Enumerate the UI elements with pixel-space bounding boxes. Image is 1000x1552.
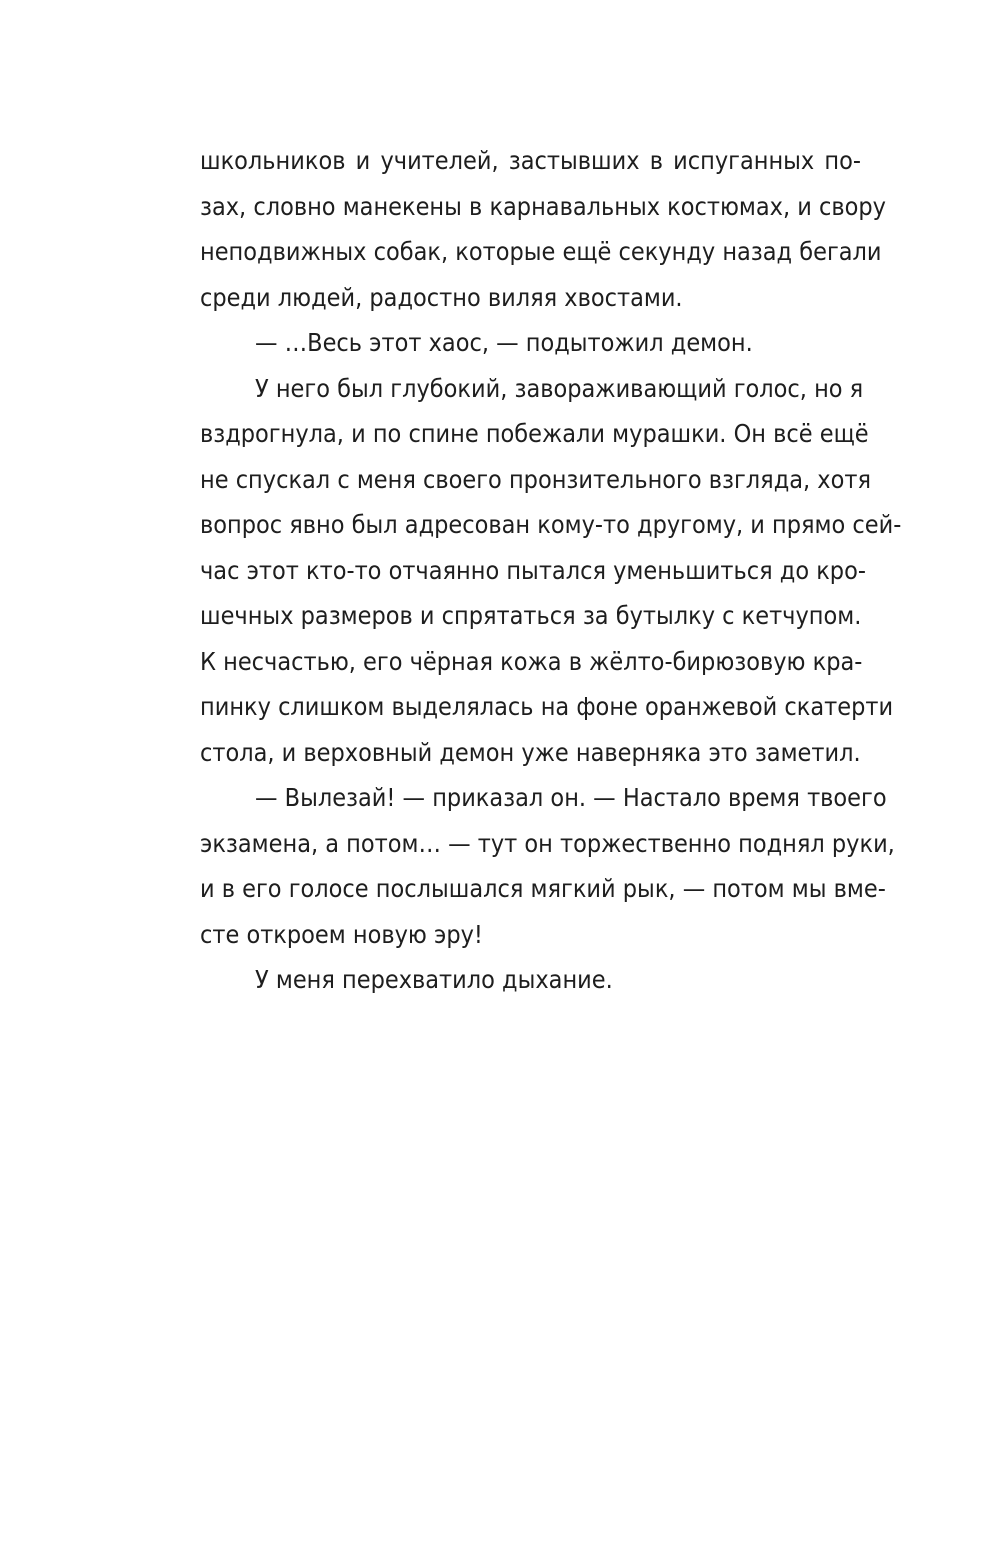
text-line: зах, словно манекены в карнавальных костюмах, и свору [200, 191, 886, 221]
text-line: школьников и учителей, застывших в испуганных по- [200, 146, 861, 175]
text-line: — Вылезай! — приказал он. — Настало время твоего [255, 783, 887, 812]
text-line: не спускал с меня своего пронзительного взгляда, хотя [200, 464, 871, 494]
text-line: вздрогнула, и по спине побежали мурашки. Он всё ещё [200, 419, 869, 448]
text-line: среди людей, радостно виляя хвостами. [200, 282, 683, 312]
text-line: — …Весь этот хаос, — подытожил демон. [255, 328, 753, 357]
text-line: К несчастью, его чёрная кожа в жёлто-бирюзовую кра- [200, 646, 863, 676]
text-line: вопрос явно был адресован кому-то другому, и прямо сей- [200, 510, 902, 539]
text-line: пинку слишком выделялась на фоне оранжевой скатерти [200, 692, 894, 721]
text-line: шечных размеров и спрятаться за бутылку с кетчупом. [200, 601, 862, 630]
text-line: и в его голосе послышался мягкий рык, — потом мы вме- [200, 874, 886, 903]
body-text [200, 138, 902, 1003]
text-line: У него был глубокий, завораживающий голос, но я [255, 373, 864, 403]
text-line: час этот кто-то отчаянно пытался уменьшиться до кро- [200, 555, 866, 585]
text-line: сте откроем новую эру! [200, 919, 483, 949]
text-line: экзамена, а потом… — тут он торжественно поднял руки, [200, 828, 895, 858]
text-line: стола, и верховный демон уже наверняка это заметил. [200, 737, 861, 767]
text-line: У меня перехватило дыхание. [255, 965, 613, 994]
text-line: неподвижных собак, которые ещё секунду назад бегали [200, 237, 882, 266]
